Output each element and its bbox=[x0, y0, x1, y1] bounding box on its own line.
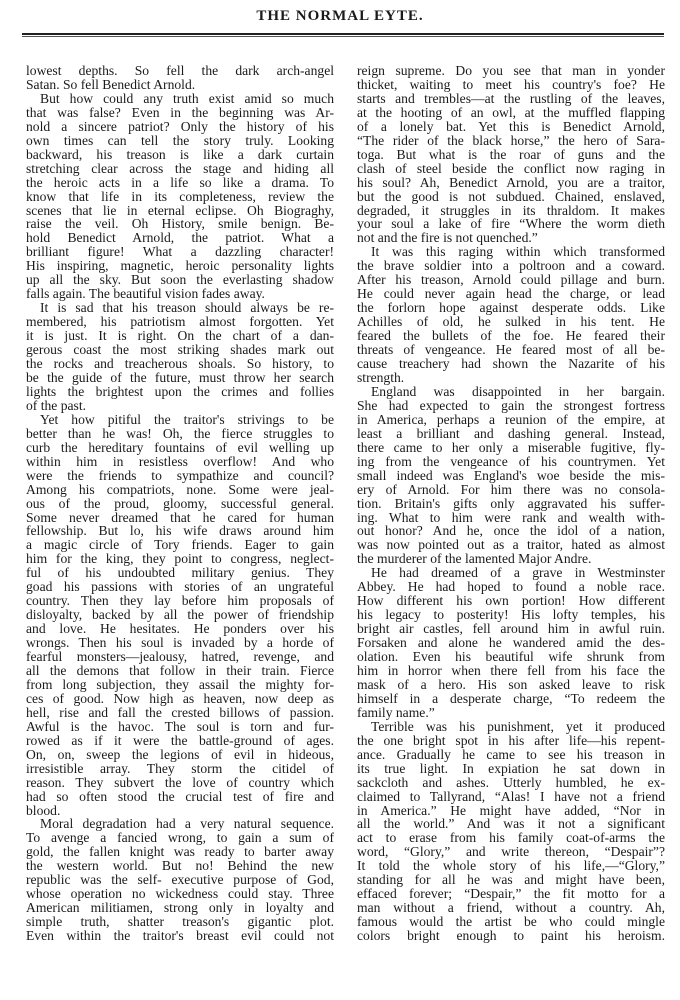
text-line: within him in resistless overflow! And who bbox=[26, 453, 334, 469]
text-line: gold, the fallen knight was ready to barter away bbox=[26, 844, 334, 860]
text-line: falls again. The beautiful vision fades away. bbox=[26, 286, 265, 302]
paragraph bbox=[26, 413, 334, 818]
text-line: in America.” He might have added, “Nor in bbox=[357, 802, 665, 818]
text-line: nold a sincere patriot? Only the history of his bbox=[26, 118, 334, 134]
text-line: curb the hereditary fountains of evil welling up bbox=[26, 439, 334, 455]
text-line: Even within the traitor's breast evil could not bbox=[26, 928, 334, 944]
text-line: reign supreme. Do you see that man in yonder bbox=[357, 63, 665, 78]
text-line: family name.” bbox=[357, 704, 435, 720]
text-line: bright air castles, fell around him in awful ruin. bbox=[357, 621, 665, 637]
text-line: Forsaken and alone he wandered amid the des- bbox=[357, 635, 665, 651]
text-line: England was disappointed in her bargain. bbox=[371, 383, 665, 399]
text-line: the forlorn hope against desperate odds. Like bbox=[357, 300, 665, 316]
text-line: of the past. bbox=[26, 397, 87, 413]
text-line: out honor? And he, once the idol of a nation, bbox=[357, 523, 665, 539]
text-line: sackcloth and ashes. Utterly humbled, he ex- bbox=[357, 774, 665, 790]
text-line: But how could any truth exist amid so much bbox=[40, 90, 334, 106]
text-line: degraded, it struggles in its thraldom. It makes bbox=[357, 202, 665, 218]
text-line: not and the fire is not quenched.” bbox=[357, 230, 538, 246]
text-line: backward, his treason is like a dark curtain bbox=[26, 146, 334, 162]
text-line: ing from the vengeance of his countrymen. Yet bbox=[357, 453, 665, 469]
text-line: ing. What to him were rank and wealth with- bbox=[357, 509, 665, 525]
text-line: the brave soldier into a poltroon and a coward. bbox=[357, 258, 665, 274]
paragraph bbox=[26, 64, 334, 92]
text-line: It was this raging within which transformed bbox=[371, 244, 665, 260]
text-line: his soul? Ah, Benedict Arnold, you are a traitor, bbox=[357, 174, 665, 190]
paragraph bbox=[357, 566, 665, 719]
text-line: in America, perhaps a reunion of the empire, at bbox=[357, 411, 665, 427]
text-line: ous of the proud, gloomy, successful general. bbox=[26, 495, 334, 511]
text-line: him in horror when there fell from his face the bbox=[357, 662, 665, 678]
text-line: gerous coast the most striking shades mark out bbox=[26, 342, 334, 358]
text-line: rowed as if it were the battle-ground of ages. bbox=[26, 732, 334, 748]
text-line: Terrible was his punishment, yet it produced bbox=[371, 718, 665, 734]
text-line: His inspiring, magnetic, heroic personality lights bbox=[26, 258, 334, 274]
paragraph bbox=[26, 301, 334, 413]
text-line: famous would the artist be who could mingle bbox=[357, 914, 665, 930]
text-line: ance. Gradually he came to see his treason in bbox=[357, 746, 665, 762]
text-line: all the demons that follow in their train. Fierce bbox=[26, 662, 334, 678]
text-line: stretching clear across the stage and hiding all bbox=[26, 160, 334, 176]
text-line: American militiamen, strong only in loyalty and bbox=[26, 900, 334, 916]
right-column bbox=[357, 64, 665, 943]
text-line: scenes that lie in eternal eclipse. Oh Biograghy, bbox=[26, 202, 334, 218]
paragraph bbox=[357, 385, 665, 566]
text-line: On, on, sweep the legions of evil in hideous, bbox=[26, 746, 334, 762]
text-line: and love. He hesitates. He ponders over his bbox=[26, 621, 334, 637]
text-line: his legacy to posterity! His lofty temples, his bbox=[357, 607, 665, 623]
paragraph bbox=[26, 817, 334, 943]
text-line: the murderer of the lamented Major Andre. bbox=[357, 551, 592, 567]
header-rule-thin bbox=[22, 36, 664, 37]
text-line: act to erase from his family coat-of-arms the bbox=[357, 830, 665, 846]
text-line: its true light. In expiation he sat down in bbox=[357, 760, 665, 776]
text-line: lights the brightest upon the crimes and follies bbox=[26, 383, 334, 399]
text-line: toga. But what is the roar of guns and the bbox=[357, 146, 665, 162]
text-line: from long subjection, they assail the mighty for- bbox=[26, 676, 334, 692]
text-line: thicket, waiting to meet his country's foe? He bbox=[357, 76, 665, 92]
text-line: Awful is the havoc. The soul is torn and fur- bbox=[26, 718, 334, 734]
text-line: clash of steel beside the conflict now raging in bbox=[357, 160, 665, 176]
text-line: standing for all he was and might have been, bbox=[357, 872, 665, 888]
text-line: were the friends to sympathize and council? bbox=[26, 467, 334, 483]
text-line: fellowship. But lo, his wife draws around him bbox=[26, 523, 334, 539]
text-line: mask of a hero. His son asked leave to risk bbox=[357, 676, 665, 692]
text-line: the western world. But no! Behind the new bbox=[26, 858, 334, 874]
text-line: simple truth, shatter treason's gigantic plot. bbox=[26, 914, 334, 930]
text-line: there came to her only a miserable fugitive, fly- bbox=[357, 439, 665, 455]
text-line: hell, rise and fall the crested billows of passion. bbox=[26, 704, 334, 720]
text-line: starts and trembles—at the rustling of the leaves, bbox=[357, 90, 665, 106]
text-line: be the guide of the future, must throw her search bbox=[26, 369, 334, 385]
text-line: that was false? Even in the beginning was Ar- bbox=[26, 104, 334, 120]
text-line: fearful monsters—jealousy, hatred, revenge, and bbox=[26, 649, 334, 665]
text-line: raise the veil. Oh History, smile benign. Be- bbox=[26, 216, 334, 232]
text-line: Abbey. He had hoped to found a noble race. bbox=[357, 579, 665, 595]
text-line: Satan. So fell Benedict Arnold. bbox=[26, 76, 196, 92]
text-line: Moral degradation had a very natural sequence. bbox=[40, 816, 334, 832]
text-line: whose operation no wickedness could stay. Three bbox=[26, 886, 334, 902]
running-header: THE NORMAL EYTE. bbox=[256, 8, 424, 24]
text-line: He had dreamed of a grave in Westminster bbox=[371, 565, 665, 581]
text-line: ful of his undoubted military genius. They bbox=[26, 565, 334, 581]
header-rule bbox=[22, 33, 664, 35]
text-line: own times can tell the story truly. Looking bbox=[26, 132, 334, 148]
text-line: word, “Glory,” and write thereon, “Despair”? bbox=[357, 844, 665, 860]
text-line: up all the sky. But soon the everlasting shadow bbox=[26, 272, 334, 288]
text-line: republic was the self- executive purpose of God, bbox=[26, 872, 334, 888]
text-line: ery of Arnold. For him there was no consola- bbox=[357, 481, 665, 497]
text-line: your soul a lake of fire “Where the worm dieth bbox=[357, 216, 665, 232]
text-line: ces of good. Now high as heaven, now deep as bbox=[26, 690, 334, 706]
text-line: it is just. It is right. On the chart of a dan- bbox=[26, 328, 334, 344]
text-line: had so often stood the crucial test of fire and bbox=[26, 788, 334, 804]
text-line: Some never dreamed that he cared for human bbox=[26, 509, 334, 525]
text-line: colors bright enough to paint his heroism. bbox=[357, 928, 665, 944]
text-line: strength. bbox=[357, 369, 405, 385]
text-line: cause treachery had shown the Nazarite of his bbox=[357, 356, 665, 372]
text-line: Yet how pitiful the traitor's strivings to be bbox=[40, 411, 334, 427]
text-line: He could never again head the charge, or lead bbox=[357, 286, 665, 302]
text-line: brilliant figure! What a dazzling character! bbox=[26, 244, 334, 260]
text-line: goad his passions with stories of an ungrateful bbox=[26, 579, 334, 595]
text-line: was now pointed out as a traitor, hated as almost bbox=[357, 537, 665, 553]
text-line: tion. Britain's gifts only aggravated his suffer- bbox=[357, 495, 665, 511]
text-line: reason. They subvert the love of country which bbox=[26, 774, 334, 790]
text-line: all the world.” And was it not a significant bbox=[357, 816, 665, 832]
text-line: hold Benedict Arnold, the patriot. What a bbox=[26, 230, 334, 246]
text-line: membered, his patriotism almost forgotten. Yet bbox=[26, 314, 334, 330]
text-line: but the good is not subdued. Chained, enslaved, bbox=[357, 188, 665, 204]
text-line: claimed to Tallyrand, “Alas! I have not a friend bbox=[357, 788, 665, 804]
text-line: better than he was! Oh, the fierce struggles to bbox=[26, 425, 334, 441]
text-line: disloyalty, backed by all the power of friendship bbox=[26, 607, 334, 623]
text-line: Among his compatriots, none. Some were jeal- bbox=[26, 481, 334, 497]
left-column bbox=[26, 64, 334, 943]
text-line: It told the whole story of his life,—“Glory,” bbox=[357, 858, 665, 874]
text-line: small indeed was England's woe beside the mis- bbox=[357, 467, 665, 483]
text-line: lowest depths. So fell the dark arch-angel bbox=[26, 63, 334, 78]
text-line: threats of vengeance. He feared most of all be- bbox=[357, 342, 665, 358]
paragraph bbox=[357, 245, 665, 385]
text-line: olation. Even his beautiful wife shrunk from bbox=[357, 649, 665, 665]
text-line: She had expected to gain the strongest fortress bbox=[357, 397, 665, 413]
text-line: country. Then they lay before him proposals of bbox=[26, 593, 334, 609]
text-line: the heroic acts in a life so like a drama. To bbox=[26, 174, 334, 190]
text-line: least a brilliant and dashing general. Instead, bbox=[357, 425, 665, 441]
text-line: know that life in its completeness, review the bbox=[26, 188, 334, 204]
text-line: wrongs. Then his soul is invaded by a horde of bbox=[26, 635, 334, 651]
text-line: the one bright spot in his after life—his repent- bbox=[357, 732, 665, 748]
text-line: To avenge a fancied wrong, to gain a sum of bbox=[26, 830, 334, 846]
text-line: “The rider of the black horse,” the hero of Sara- bbox=[357, 132, 665, 148]
text-line: at the hooting of an owl, at the muffled flapping bbox=[357, 104, 665, 120]
text-line: blood. bbox=[26, 802, 61, 818]
text-line: After his treason, Arnold could pillage and burn. bbox=[357, 272, 665, 288]
text-line: It is sad that his treason should always be re- bbox=[40, 300, 334, 316]
text-line: How different his own portion! How different bbox=[357, 593, 665, 609]
text-line: of a lonely bat. Yet this is Benedict Arnold, bbox=[357, 118, 665, 134]
paragraph bbox=[26, 92, 334, 301]
text-line: him for the king, they point to congress, neglect- bbox=[26, 551, 334, 567]
text-line: Achilles of old, he sulked in his tent. He bbox=[357, 314, 665, 330]
paragraph bbox=[357, 720, 665, 943]
text-line: the rocks and treacherous shoals. So history, to bbox=[26, 356, 334, 372]
text-line: himself in a desperate charge, “To redeem the bbox=[357, 690, 665, 706]
paragraph bbox=[357, 64, 665, 245]
text-line: a magic circle of Tory friends. Eager to gain bbox=[26, 537, 334, 553]
text-line: feared the bullets of the foe. He feared their bbox=[357, 328, 665, 344]
text-line: man without a friend, without a country. Ah, bbox=[357, 900, 665, 916]
text-line: effaced forever; “Despair,” the fit motto for a bbox=[357, 886, 665, 902]
text-line: irresistible array. They storm the citidel of bbox=[26, 760, 334, 776]
